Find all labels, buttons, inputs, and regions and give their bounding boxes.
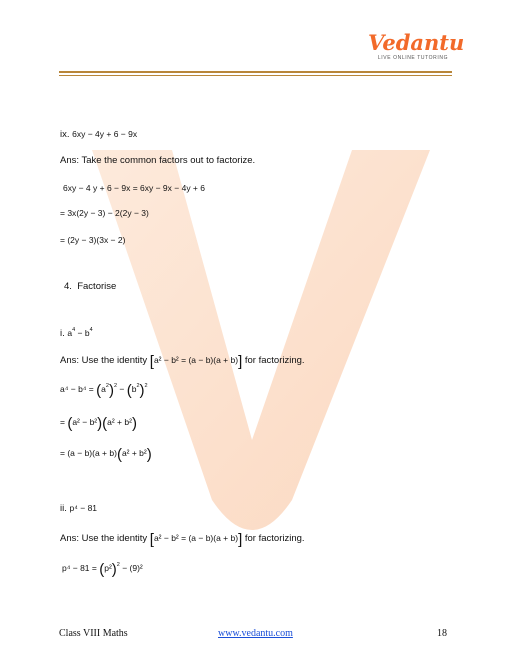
question-ix bbox=[60, 129, 137, 140]
identity-formula: a² − b² = (a − b)(a + b) bbox=[153, 533, 239, 543]
working-step-3: = (a − b)(a + b)(a² + b²) bbox=[60, 446, 152, 463]
answer-suffix: for factorizing. bbox=[244, 533, 305, 544]
question-i bbox=[60, 327, 93, 339]
question-label: ix. bbox=[60, 129, 70, 140]
step-factor: (3x − 2) bbox=[96, 235, 126, 245]
step-term: (2y − 3) bbox=[76, 208, 106, 218]
step-term: = 3x bbox=[60, 208, 77, 218]
section-heading bbox=[64, 281, 116, 292]
working-step-1: 6xy − 4 y + 6 − 9x = 6xy − 9x − 4y + 6 bbox=[63, 183, 205, 193]
working-step-1: $a^4 - b^4 = (a^2)^2 - (b^2)^2$ bbox=[60, 382, 148, 399]
logo-wordmark: Vedantu bbox=[368, 30, 465, 55]
question-expression: 6xy − 4y + 6 − 9x bbox=[72, 129, 138, 139]
working-step-2 bbox=[60, 208, 149, 218]
website-link[interactable]: www.vedantu.com bbox=[218, 628, 293, 639]
question-label: i. bbox=[60, 328, 65, 339]
question-expression: p⁴ − 81 bbox=[69, 503, 98, 513]
answer-identity-line: Ans: Use the identity [a² − b² = (a − b)(a + b)] for factorizing. bbox=[60, 531, 305, 548]
working-step-1: $p^4 - 81 = (p^2)^2 - (9)^2$ bbox=[62, 561, 143, 578]
step-term: − 2 bbox=[105, 208, 120, 218]
question-label: ii. bbox=[60, 503, 67, 514]
answer-prefix: Ans: Use the identity bbox=[60, 355, 148, 366]
section-title: Factorise bbox=[77, 281, 117, 292]
step-term: (2y − 3) bbox=[119, 208, 149, 218]
answer-intro: Ans: Take the common factors out to factorize. bbox=[60, 155, 256, 166]
question-expression: $a^4 - b^4$ bbox=[67, 327, 93, 338]
answer-identity-line: Ans: Use the identity [a² − b² = (a − b)(a + b)] for factorizing. bbox=[60, 353, 305, 370]
working-step-3: = (2y − 3)(3x − 2) bbox=[60, 235, 126, 245]
footer-class-label: Class VIII Maths bbox=[59, 628, 128, 639]
identity-formula: a² − b² = (a − b)(a + b) bbox=[153, 355, 239, 365]
header-rule-thin bbox=[59, 75, 452, 76]
page-number: 18 bbox=[437, 628, 447, 639]
answer-suffix: for factorizing. bbox=[244, 355, 305, 366]
section-number: 4. bbox=[64, 281, 72, 292]
footer-website[interactable] bbox=[218, 628, 293, 639]
working-step-2: = (a² − b²)(a² + b²) bbox=[60, 415, 137, 432]
step-factor: (2y − 3) bbox=[67, 235, 97, 245]
vedantu-logo bbox=[368, 30, 465, 61]
question-ii bbox=[60, 503, 97, 514]
logo-tagline: LIVE ONLINE TUTORING bbox=[377, 55, 449, 61]
answer-prefix: Ans: Use the identity bbox=[60, 533, 148, 544]
header-rule bbox=[59, 71, 452, 73]
